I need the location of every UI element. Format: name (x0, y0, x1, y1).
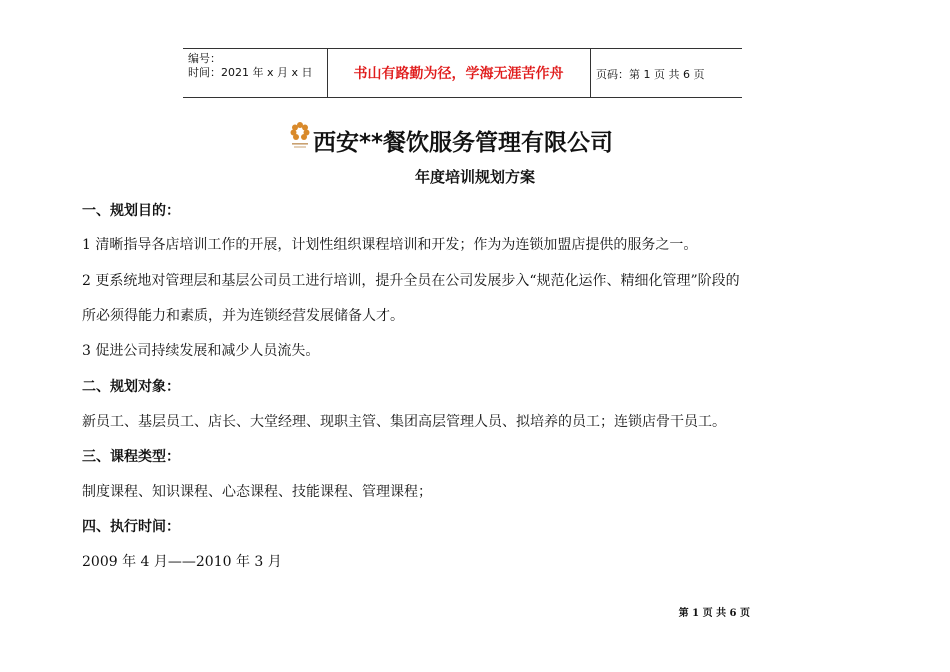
section-heading: 三、课程类型： (82, 449, 180, 465)
paragraph-line: 制度课程、知识课程、心态课程、技能课程、管理课程； (82, 484, 432, 500)
header-page-label: 页码：第 1 页 共 6 页 (596, 68, 705, 81)
header-number-label: 编号： (188, 52, 221, 65)
header-top-rule (183, 48, 742, 49)
footer-page-number: 第 1 页 共 6 页 (678, 608, 750, 619)
paragraph-line: 1 清晰指导各店培训工作的开展，计划性组织课程培训和开发；作为为连锁加盟店提供的服务之一。 (82, 237, 698, 253)
company-logo-icon (289, 120, 311, 150)
header-separator (590, 48, 591, 97)
header-time-label: 时间：2021 年 x 月 x 日 (188, 66, 313, 79)
header-bottom-rule (183, 97, 742, 98)
paragraph-line: 2009 年 4 月——2010 年 3 月 (82, 554, 282, 570)
section-heading: 二、规划对象： (82, 379, 180, 395)
document-subtitle: 年度培训规划方案 (414, 168, 535, 186)
section-heading: 一、规划目的： (82, 203, 180, 219)
header-motto: 书山有路勤为径，学海无涯苦作舟 (353, 66, 564, 82)
company-name: 西安**餐饮服务管理有限公司 (313, 130, 614, 156)
section-heading: 四、执行时间： (82, 519, 180, 535)
paragraph-line: 所必须得能力和素质，并为连锁经营发展储备人才。 (82, 308, 404, 324)
paragraph-line: 2 更系统地对管理层和基层公司员工进行培训，提升全员在公司发展步入“规范化运作、精细化管理”阶段的 (82, 273, 740, 289)
paragraph-line: 3 促进公司持续发展和减少人员流失。 (82, 343, 320, 359)
paragraph-line: 新员工、基层员工、店长、大堂经理、现职主管、集团高层管理人员、拟培养的员工；连锁店骨干员工。 (82, 414, 726, 430)
